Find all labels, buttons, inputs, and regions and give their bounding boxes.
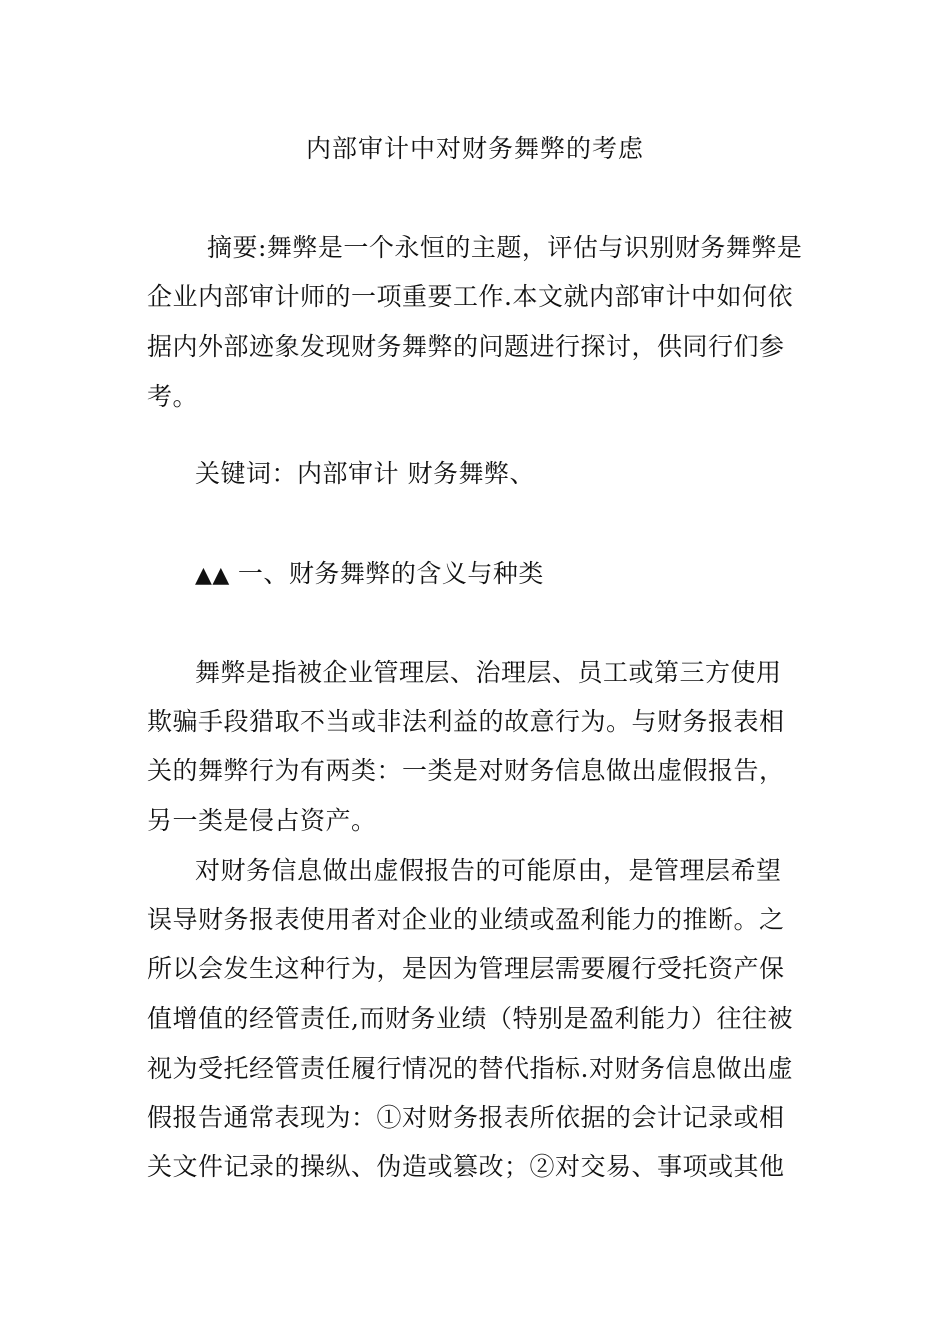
abstract-line-1: 摘要:舞弊是一个永恒的主题，评估与识别财务舞弊是 (207, 233, 803, 262)
para1-line-4: 另一类是侵占资产。 (147, 806, 377, 835)
abstract-line-3: 据内外部迹象发现财务舞弊的问题进行探讨，供同行们参 (147, 332, 785, 361)
para1-line-1: 舞弊是指被企业管理层、治理层、员工或第三方使用 (195, 658, 782, 687)
para2-line-1: 对财务信息做出虚假报告的可能原由，是管理层希望 (195, 856, 782, 885)
triangle-marker-icon: ▲▲ (195, 563, 230, 588)
abstract-line-2: 企业内部审计师的一项重要工作.本文就内部审计中如何依 (147, 282, 793, 311)
section-heading (195, 556, 544, 594)
para2-line-4: 值增值的经管责任,而财务业绩（特别是盈利能力）往往被 (147, 1004, 793, 1033)
para2-line-7: 关文件记录的操纵、伪造或篡改；②对交易、事项或其他 (147, 1152, 785, 1181)
keywords-line: 关键词：内部审计 财务舞弊、 (195, 459, 535, 488)
para2-line-6: 假报告通常表现为：①对财务报表所依据的会计记录或相 (147, 1103, 785, 1132)
para2-line-3: 所以会发生这种行为，是因为管理层需要履行受托资产保 (147, 954, 785, 983)
page-title: 内部审计中对财务舞弊的考虑 (305, 134, 644, 163)
para2-line-2: 误导财务报表使用者对企业的业绩或盈利能力的推断。之 (147, 905, 785, 934)
para1-line-2: 欺骗手段猎取不当或非法利益的故意行为。与财务报表相 (147, 707, 785, 736)
para1-line-3: 关的舞弊行为有两类：一类是对财务信息做出虚假报告， (147, 756, 785, 785)
section-heading-text: 一、财务舞弊的含义与种类 (237, 559, 544, 588)
para2-line-5: 视为受托经管责任履行情况的替代指标.对财务信息做出虚 (147, 1054, 793, 1083)
abstract-line-4: 考。 (147, 382, 199, 411)
